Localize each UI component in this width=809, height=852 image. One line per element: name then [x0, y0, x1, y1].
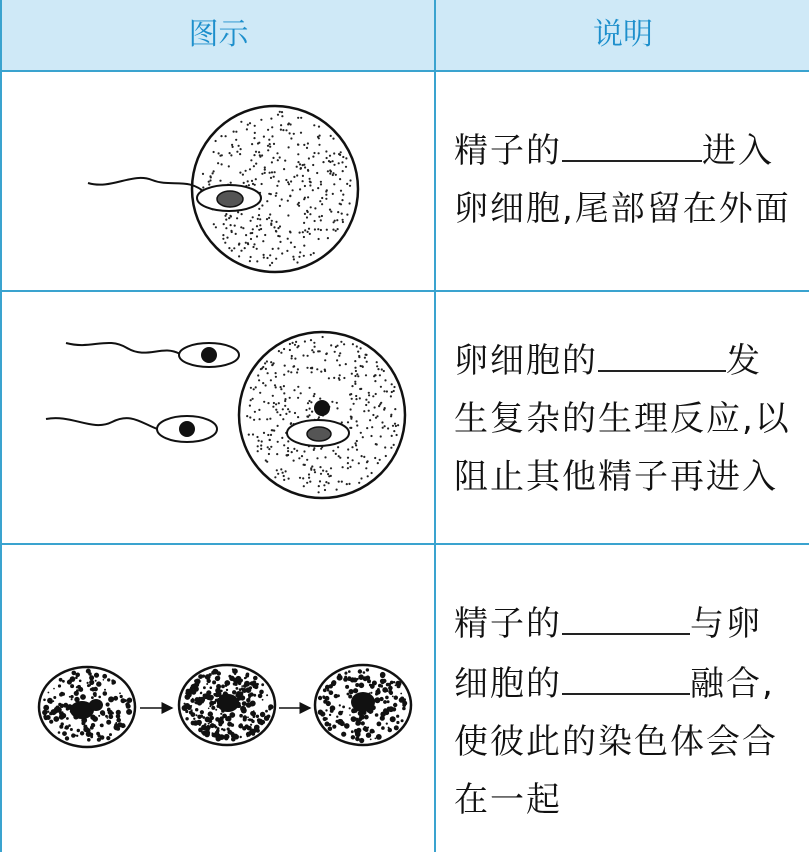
- table-header: [2, 0, 809, 72]
- header-description: 说明: [593, 17, 653, 52]
- header-figure: 图示: [188, 17, 249, 52]
- answer-blank[interactable]: [562, 593, 690, 635]
- answer-blank[interactable]: [562, 653, 690, 695]
- answer-blank[interactable]: [562, 120, 702, 162]
- answer-blank[interactable]: [598, 330, 726, 372]
- nuclei-fusion-figure: [2, 545, 434, 852]
- egg-reaction-block-figure: [2, 292, 434, 543]
- table-row: [2, 292, 809, 543]
- table-row: [2, 72, 809, 290]
- row-description: 精子的 进入 卵细胞,尾部留在外面: [454, 120, 799, 238]
- row-description: 卵细胞的 发 生复杂的生理反应,以 阻止其他精子再进入: [454, 330, 799, 506]
- row-description: 精子的 与卵 细胞的 融合, 使彼此的染色体会合 在一起: [454, 593, 799, 829]
- table-row: [2, 545, 809, 852]
- sperm-entering-egg-figure: [2, 72, 434, 290]
